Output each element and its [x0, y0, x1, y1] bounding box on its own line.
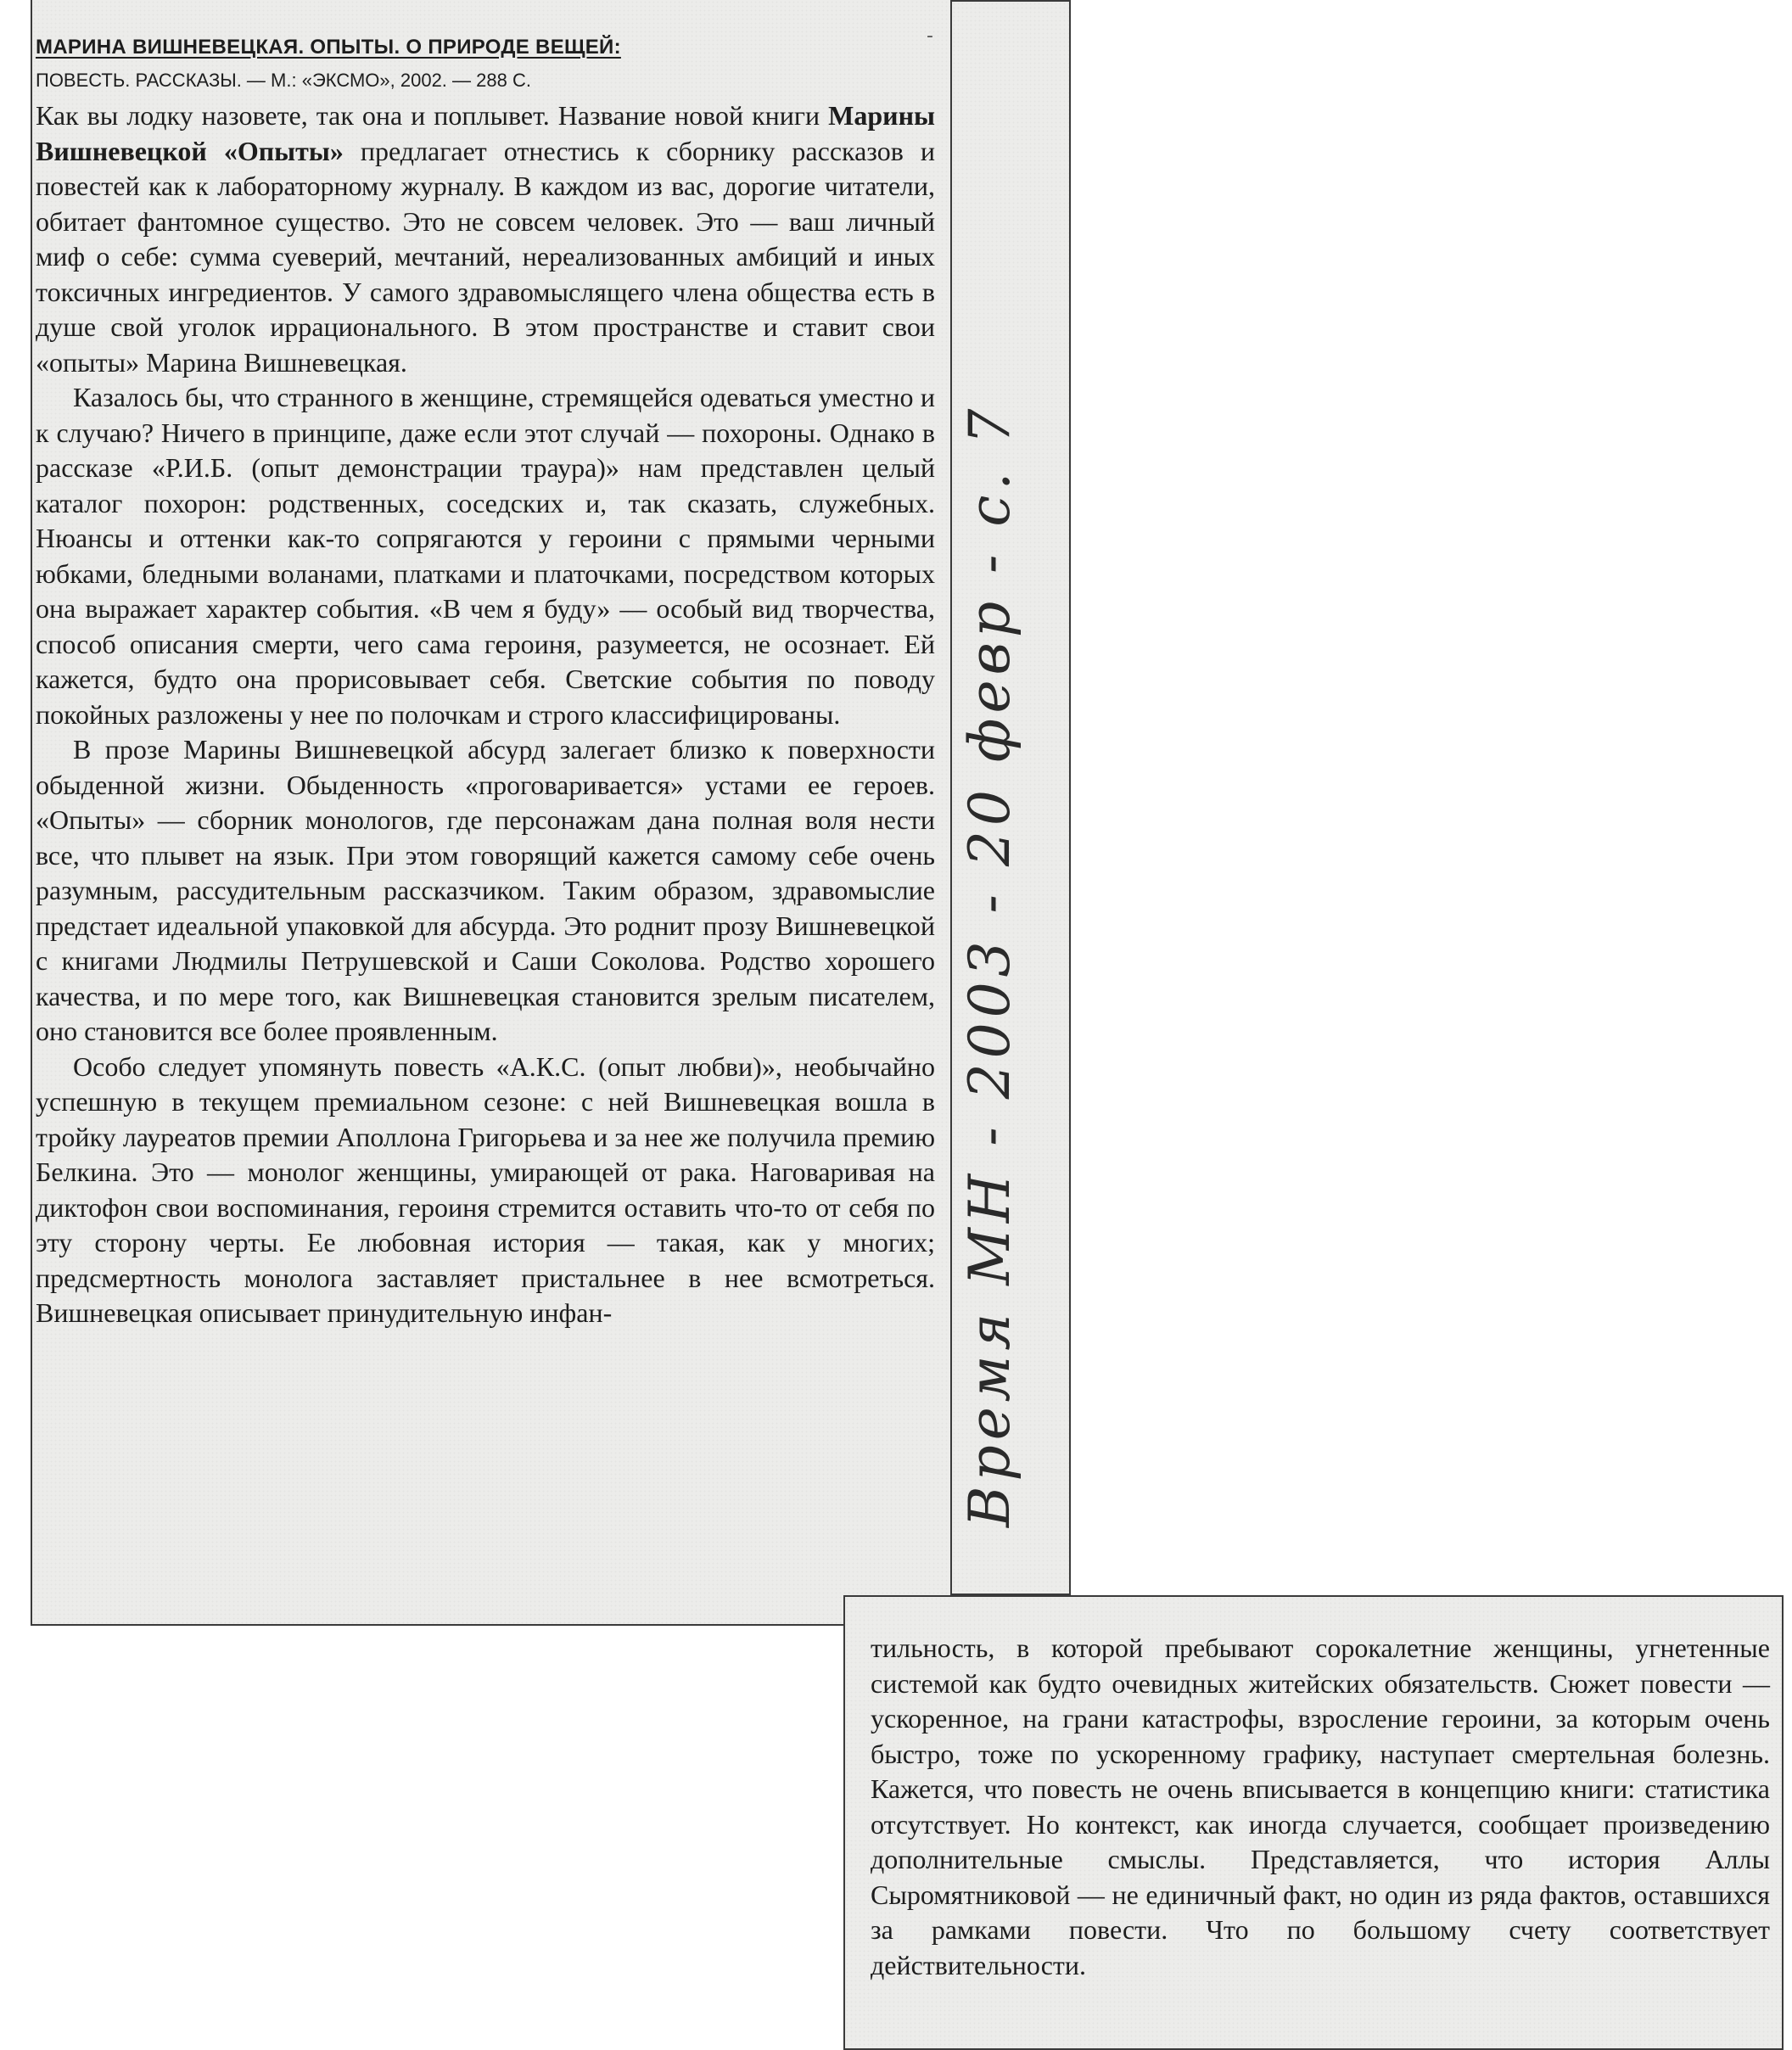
- book-title: МАРИНА ВИШНЕВЕЦКАЯ. ОПЫТЫ. О ПРИРОДЕ ВЕЩЕЙ:: [36, 36, 621, 59]
- paragraph-1: [36, 98, 935, 380]
- paragraph-1-end: предлагает отнестись к сборнику рассказов и повестей как к лабораторному журналу. В каждом из вас, дорогие читатели, обитает фантомное существо. Это не совсем человек. Это — ваш личный миф о себе: сумма суеверий, мечтаний, нереализованных амбиций и иных токсичных ингредиентов. У самого здравомыслящего члена общества есть в душе свой уголок иррационального. В этом пространстве и ставит свои «опыты» Марина Вишневецкая.: [36, 135, 936, 378]
- newspaper-clipping-main: [31, 0, 952, 1626]
- scan-mark: -: [927, 25, 933, 47]
- book-imprint: ПОВЕСТЬ. РАССКАЗЫ. — М.: «ЭКСМО», 2002. — 288 С.: [36, 70, 531, 91]
- review-header: [36, 36, 935, 92]
- book-author-title-bold: Марины Вишневецкой «Опыты»: [36, 100, 935, 166]
- handwritten-source-note: Время МН - 2003 - 20 февр - с. 7: [957, 403, 1022, 1527]
- paragraph-5: тильность, в которой пребывают сорокалетние женщины, угнетенные системой как будто очевидных житейских обязательств. Сюжет повести — ускоренное, на грани катастрофы, взросление героини, за которым очень быстро, тоже по ускоренному графику, наступает смертельная болезнь. Кажется, что повесть не очень вписывается в концепцию книги: статистика отсутствует. Но контекст, как иногда случается, сообщает произведению дополнительные смыслы. Представляется, что история Аллы Сыромятниковой — не единичный факт, но один из ряда фактов, оставшихся за рамками повести. Что по большому счету соответствует действительности.: [871, 1633, 1770, 1980]
- paragraph-4: Особо следует упомянуть повесть «А.К.С. (опыт любви)», необычайно успешную в текущем премиальном сезоне: с ней Вишневецкая вошла в тройку лауреатов премии Аполлона Григорьева и за нее же получила премию Белкина. Это — монолог женщины, умирающей от рака. Наговаривая на диктофон свои воспоминания, героиня стремится оставить что-то от себя по эту сторону черты. Ее любовная история — такая, как у многих; предсмертность монолога заставляет пристальнее в нее всмотреться. Вишневецкая описывает принудительную инфан-: [36, 1050, 935, 1328]
- paragraph-2: Казалось бы, что странного в женщине, стремящейся одеваться уместно и к случаю? Ничего в принципе, даже если этот случай — похороны. Однако в рассказе «Р.И.Б. (опыт демонстрации траура)» нам представлен целый каталог похорон: родственных, соседских и, так сказать, служебных. Нюансы и оттенки как-то сопрягаются у героини с прямыми черными юбками, бледными воланами, платками и платочками, посредством которых она выражает характер события. «В чем я буду» — особый вид творчества, способ описания смерти, чего сама героиня, разумеется, не осознает. Ей кажется, будто она прорисовывает себя. Светские события по поводу покойных разложены у нее по полочкам и строго классифицированы.: [36, 382, 935, 730]
- article-continuation: [871, 1631, 1770, 1983]
- newspaper-clipping-continuation: [843, 1595, 1784, 2050]
- article-body: [36, 98, 935, 1331]
- paragraph-3: В прозе Марины Вишневецкой абсурд залегает близко к поверхности обыденной жизни. Обыденность «проговаривается» устами ее героев. «Опыты» — сборник монологов, где персонажам дана полная воля нести все, что плывет на язык. При этом говорящий кажется самому себе очень разумным, рассудительным рассказчиком. Таким образом, здравомыслие предстает идеальной упаковкой для абсурда. Это роднит прозу Вишневецкой с книгами Людмилы Петрушевской и Саши Соколова. Родство хорошего качества, и по мере того, как Вишневецкая становится зрелым писателем, оно становится все более проявленным.: [36, 734, 935, 1046]
- paragraph-1-start: Как вы лодку назовете, так она и поплывет. Название новой книги: [36, 100, 829, 131]
